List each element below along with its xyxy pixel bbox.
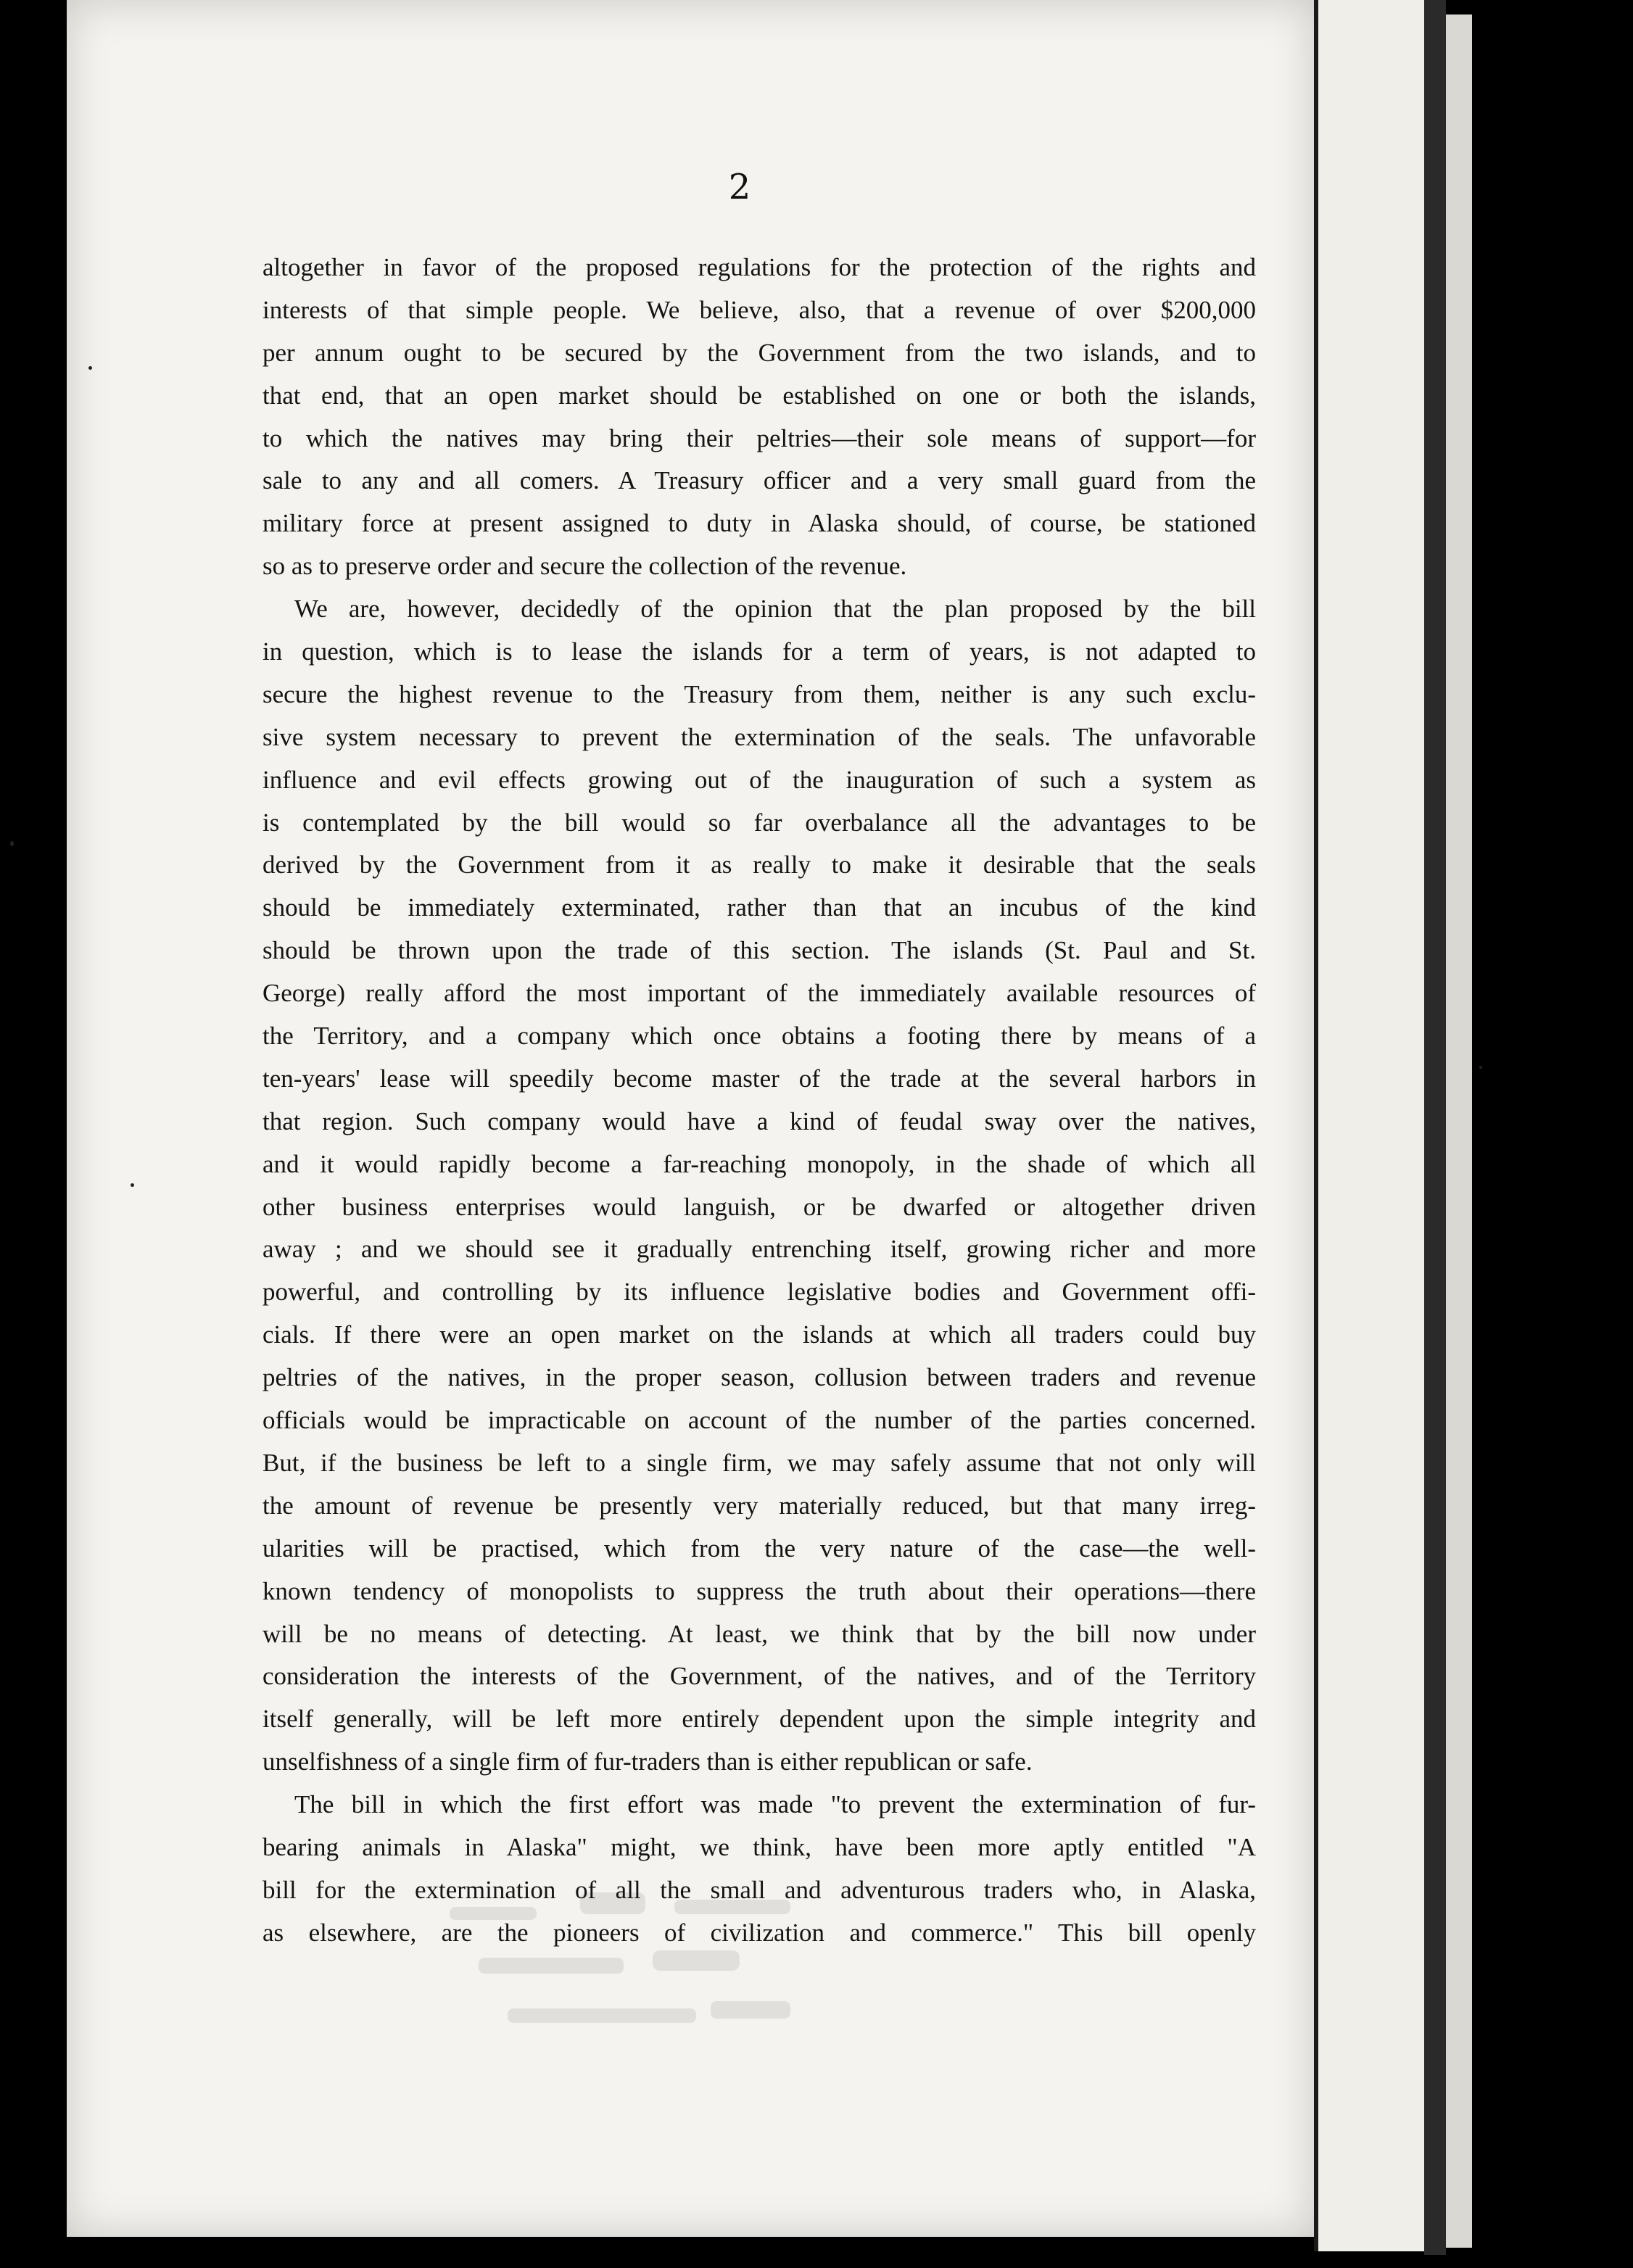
scan-speck: [1479, 1066, 1482, 1069]
text-line: so as to preserve order and secure the collection of the revenue.: [262, 552, 907, 581]
text-line: officials would be impracticable on account of the number of the parties concerned.: [262, 1406, 1256, 1435]
body-text: [262, 247, 1256, 1955]
text-line: that end, that an open market should be established on one or both the islands,: [262, 381, 1256, 410]
text-line: should be thrown upon the trade of this section. The islands (St. Paul and St.: [262, 936, 1256, 965]
text-line: should be immediately exterminated, rather than that an incubus of the kind: [262, 893, 1256, 922]
text-line: per annum ought to be secured by the Government from the two islands, and to: [262, 338, 1256, 367]
text-line: the amount of revenue be presently very materially reduced, but that many irreg-: [262, 1491, 1256, 1520]
text-line: to which the natives may bring their peltries—their sole means of support—for: [262, 423, 1256, 452]
text-line: that region. Such company would have a kind of feudal sway over the natives,: [262, 1106, 1256, 1135]
text-line: sive system necessary to prevent the extermination of the seals. The unfavorable: [262, 722, 1256, 751]
faded-stamp-mark: [435, 1878, 841, 2066]
text-line: altogether in favor of the proposed regulations for the protection of the rights and: [262, 253, 1256, 281]
text-line: as elsewhere, are the pioneers of civilization and commerce." This bill openly: [262, 1918, 1256, 1947]
text-line: is contemplated by the bill would so far overbalance all the advantages to be: [262, 808, 1256, 837]
text-line: military force at present assigned to duty in Alaska should, of course, be stationed: [262, 509, 1256, 538]
text-line: We are, however, decidedly of the opinion that the plan proposed by the bill: [294, 595, 1256, 624]
text-line: and it would rapidly become a far-reaching monopoly, in the shade of which all: [262, 1149, 1256, 1178]
scan-speck: [131, 1183, 134, 1187]
text-line: known tendency of monopolists to suppress the truth about their operations—there: [262, 1576, 1256, 1605]
text-line: secure the highest revenue to the Treasury from them, neither is any such exclu-: [262, 679, 1256, 708]
text-line: bill for the extermination of all the small and adventurous traders who, in Alaska,: [262, 1875, 1256, 1904]
text-line: itself generally, will be left more entirely dependent upon the simple integrity and: [262, 1705, 1256, 1734]
text-line: ularities will be practised, which from the very nature of the case—the well-: [262, 1534, 1256, 1563]
text-line: unselfishness of a single firm of fur-traders than is either republican or safe.: [262, 1747, 1033, 1776]
text-line: other business enterprises would languish, or be dwarfed or altogether driven: [262, 1192, 1256, 1221]
scan-speck: [10, 841, 14, 846]
text-line: in question, which is to lease the islands for a term of years, is not adapted to: [262, 637, 1256, 666]
page-fold-shadow: [1424, 0, 1446, 2255]
text-line: But, if the business be left to a single firm, we may safely assume that not only will: [262, 1448, 1256, 1477]
text-line: cials. If there were an open market on the islands at which all traders could buy: [262, 1320, 1256, 1349]
text-line: the Territory, and a company which once obtains a footing there by means of a: [262, 1022, 1256, 1051]
text-line: influence and evil effects growing out of the inauguration of such a system as: [262, 765, 1256, 794]
scan-speck: [88, 366, 92, 370]
text-line: away ; and we should see it gradually entrenching itself, growing richer and more: [262, 1235, 1256, 1264]
text-line: bearing animals in Alaska" might, we think, have been more aptly entitled "A: [262, 1832, 1256, 1861]
text-line: ten-years' lease will speedily become master of the trade at the several harbors in: [262, 1064, 1256, 1093]
page-margin-strip: [1446, 15, 1472, 2248]
text-line: derived by the Government from it as really to make it desirable that the seals: [262, 850, 1256, 880]
adjacent-page-edge: [1314, 0, 1429, 2251]
page-number: 2: [728, 167, 751, 207]
text-line: consideration the interests of the Government, of the natives, and of the Territory: [262, 1662, 1256, 1691]
text-line: interests of that simple people. We believe, also, that a revenue of over $200,000: [262, 295, 1256, 324]
text-line: George) really afford the most important of the immediately available resources of: [262, 979, 1256, 1008]
text-line: sale to any and all comers. A Treasury officer and a very small guard from the: [262, 466, 1256, 495]
text-line: peltries of the natives, in the proper season, collusion between traders and revenue: [262, 1363, 1256, 1392]
text-line: will be no means of detecting. At least, we think that by the bill now under: [262, 1619, 1256, 1648]
text-line: powerful, and controlling by its influence legislative bodies and Government offi-: [262, 1278, 1256, 1307]
text-line: The bill in which the first effort was made "to prevent the extermination of fur-: [294, 1790, 1256, 1819]
